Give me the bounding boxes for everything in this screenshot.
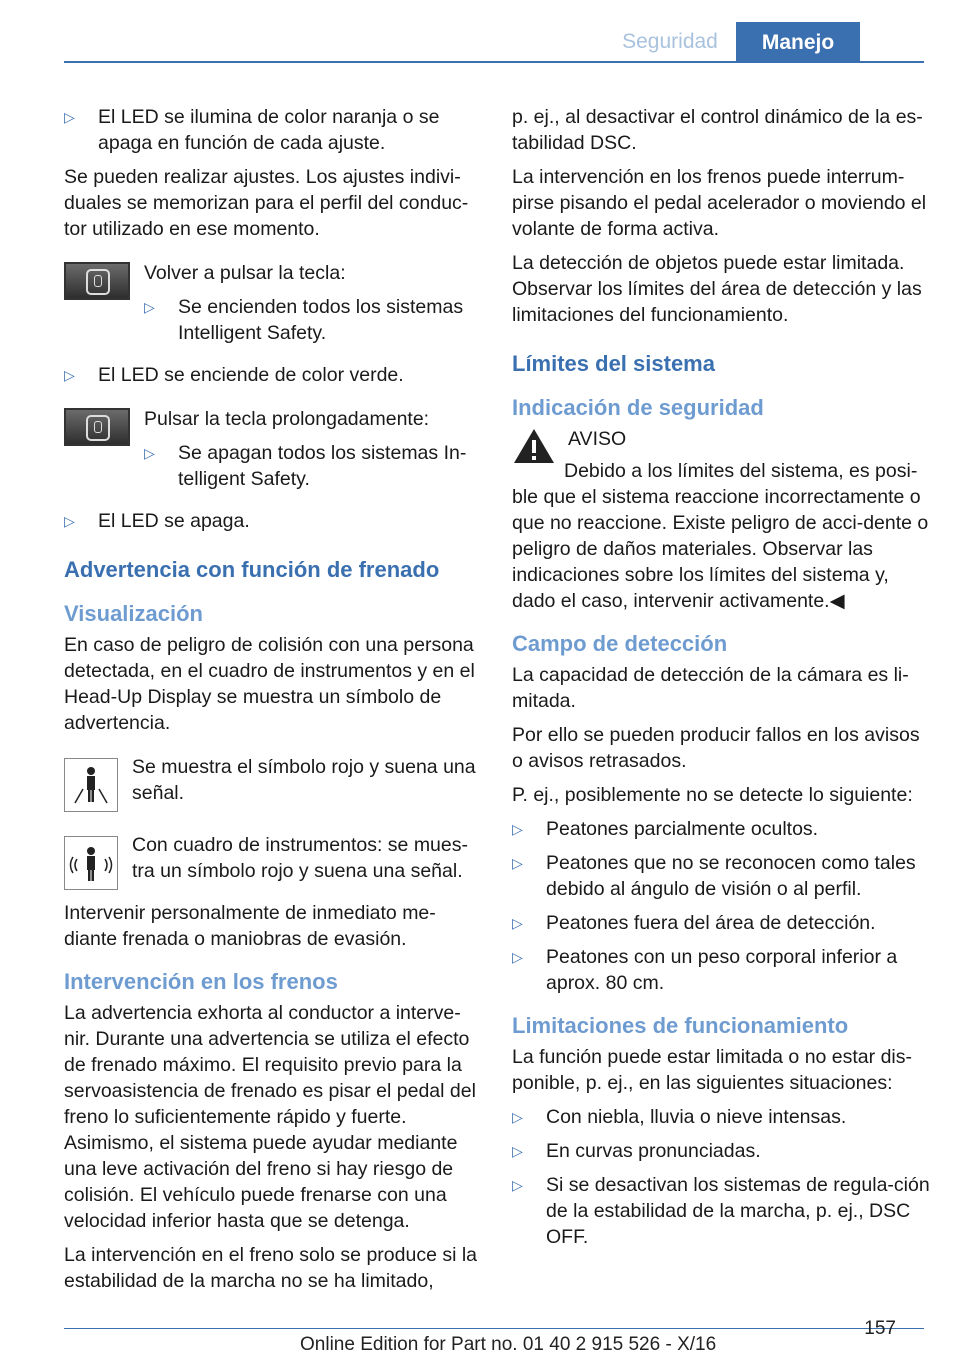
list-item: ▷ Se encienden todos los sistemas Intelligent Safety. (144, 296, 464, 344)
list-item: ▷ En curvas pronunciadas. (512, 1140, 761, 1162)
list-item: ▷ El LED se ilumina de color naranja o se apaga en función de cada ajuste. (64, 106, 440, 154)
page-number: 157 (864, 1318, 896, 1339)
triangle-bullet-icon: ▷ (512, 855, 523, 871)
list-item: ▷ Peatones parcialmente ocultos. (512, 818, 819, 840)
triangle-bullet-icon: ▷ (144, 445, 155, 461)
triangle-bullet-icon: ▷ (512, 821, 523, 837)
paragraph: La intervención en el freno solo se produce si la estabilidad de la marcha no se ha limitado, (64, 1244, 478, 1292)
tab-seguridad[interactable]: Seguridad (622, 30, 718, 53)
left-column (64, 104, 482, 1302)
list-item: ▷ El LED se apaga. (64, 510, 250, 532)
list-item: ▷ Con niebla, lluvia o nieve intensas. (512, 1106, 847, 1128)
list-item: ▷ Peatones con un peso corporal inferior a aprox. 80 cm. (512, 946, 898, 994)
paragraph: P. ej., posiblemente no se detecte lo siguiente: (512, 784, 913, 806)
list-item: ▷ Peatones que no se reconocen como tales debido al ángulo de visión o al perfil. (512, 852, 916, 900)
triangle-bullet-icon: ▷ (512, 1109, 523, 1125)
list-item: ▷ El LED se enciende de color verde. (64, 364, 404, 386)
subsection-heading: Campo de detección (512, 631, 728, 656)
list-item: ▷ Se apagan todos los sistemas In-telligent Safety. (144, 442, 467, 490)
triangle-bullet-icon: ▷ (144, 299, 155, 315)
triangle-bullet-icon: ▷ (64, 367, 75, 383)
subsection-heading: Indicación de seguridad (512, 395, 764, 420)
paragraph: La detección de objetos puede estar limitada. Observar los límites del área de detección y las limitaciones del funcionamiento. (512, 252, 922, 326)
triangle-bullet-icon: ▷ (512, 915, 523, 931)
warning-text: Debido a los límites del sistema, es posi-ble que el sistema reaccione incorrectamente o que no reaccione. Existe peligro de acci-dente o peligro de daños materiales. Observar las indicaciones sobre los límites del sistema y, dado el caso, intervenir activamente.◀ (512, 460, 929, 612)
paragraph: Por ello se pueden producir fallos en los avisos o avisos retrasados. (512, 724, 920, 772)
paragraph: Se muestra el símbolo rojo y suena una señal. (132, 756, 476, 804)
warning-triangle-icon (512, 426, 556, 466)
symbol-instruction (64, 832, 482, 892)
safety-button-icon (64, 262, 130, 300)
paragraph: La capacidad de detección de la cámara es li-mitada. (512, 664, 909, 712)
paragraph: Intervenir personalmente de inmediato me-diante frenada o maniobras de evasión. (64, 902, 436, 950)
edition-footer: Online Edition for Part no. 01 40 2 915 526 - X/16 (300, 1334, 717, 1355)
section-heading: Advertencia con función de frenado (64, 557, 440, 582)
paragraph: Se pueden realizar ajustes. Los ajustes indivi-duales se memorizan para el perfil del conduc-tor utilizado en ese momento. (64, 166, 469, 240)
subsection-heading: Visualización (64, 601, 203, 626)
paragraph: Pulsar la tecla prolongadamente: (144, 408, 430, 430)
list-item: ▷ Si se desactivan los sistemas de regula-ción de la estabilidad de la marcha, p. ej., DSC OFF. (512, 1174, 930, 1248)
right-column (512, 104, 930, 1258)
key-instruction (64, 260, 482, 354)
paragraph: La intervención en los frenos puede interrum-pirse pisando el pedal acelerador o moviendo el volante de forma activa. (512, 166, 927, 240)
safety-button-icon (64, 408, 130, 446)
symbol-instruction (64, 754, 482, 814)
footer-rule (64, 1328, 924, 1329)
paragraph: La advertencia exhorta al conductor a interve-nir. Durante una advertencia se utiliza el efecto de frenado máximo. El requisito previo para la servoasistencia de frenado es pisar el pedal del freno lo suficientemente rápido y fuerte. Asimismo, el sistema puede ayudar mediante una leve activación del freno si hay riesgo de colisión. El vehículo puede frenarse con una velocidad inferior hasta que se detenga. (64, 1002, 476, 1232)
paragraph: Volver a pulsar la tecla: (144, 262, 346, 284)
triangle-bullet-icon: ▷ (512, 949, 523, 965)
subsection-heading: Limitaciones de funcionamiento (512, 1013, 849, 1038)
triangle-bullet-icon: ▷ (64, 109, 75, 125)
triangle-bullet-icon: ▷ (512, 1177, 523, 1193)
warning-box (512, 426, 930, 614)
subsection-heading: Intervención en los frenos (64, 969, 338, 994)
paragraph: La función puede estar limitada o no estar dis-ponible, p. ej., en las siguientes situaciones: (512, 1046, 912, 1094)
paragraph: En caso de peligro de colisión con una persona detectada, en el cuadro de instrumentos y en el Head-Up Display se muestra un símbolo de advertencia. (64, 634, 475, 734)
key-instruction (64, 406, 482, 500)
tab-manejo[interactable]: Manejo (736, 22, 860, 63)
triangle-bullet-icon: ▷ (64, 513, 75, 529)
pedestrian-sound-icon (64, 836, 118, 890)
list-item: ▷ Peatones fuera del área de detección. (512, 912, 876, 934)
paragraph: Con cuadro de instrumentos: se mues-tra un símbolo rojo y suena una señal. (132, 834, 468, 882)
warning-title: AVISO (568, 428, 627, 450)
triangle-bullet-icon: ▷ (512, 1143, 523, 1159)
paragraph: p. ej., al desactivar el control dinámico de la es-tabilidad DSC. (512, 106, 923, 154)
section-heading: Límites del sistema (512, 351, 715, 376)
pedestrian-warning-icon (64, 758, 118, 812)
